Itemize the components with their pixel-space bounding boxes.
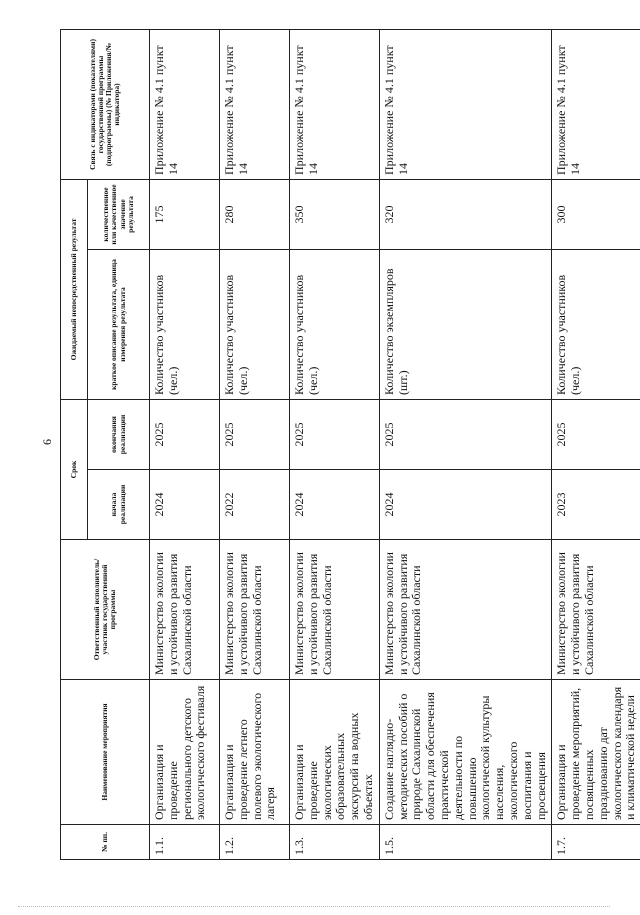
table-row	[220, 29, 290, 859]
table-row	[379, 29, 552, 859]
scan-edge-line	[18, 906, 610, 907]
header-num: № пп.	[61, 825, 150, 860]
cell-desc: Количество участников (чел.)	[220, 249, 290, 399]
cell-value: 280	[220, 179, 290, 249]
cell-link: Приложение № 4.1 пункт 14	[150, 29, 220, 179]
cell-executor: Министерство экологии и устойчивого развития Сахалинской области	[379, 540, 552, 680]
cell-num: 1.5.	[379, 825, 552, 860]
cell-name: Организация и проведение мероприятий, посвященных празднованию дат экологического календаря и климатической недели	[552, 680, 640, 825]
cell-executor: Министерство экологии и устойчивого развития Сахалинской области	[290, 540, 380, 680]
table-row	[150, 29, 220, 859]
cell-link: Приложение № 4.1 пункт 14	[552, 29, 640, 179]
cell-executor: Министерство экологии и устойчивого развития Сахалинской области	[150, 540, 220, 680]
cell-value: 300	[552, 179, 640, 249]
cell-start: 2024	[150, 470, 220, 540]
cell-end: 2025	[379, 399, 552, 469]
cell-end: 2025	[220, 399, 290, 469]
cell-value: 320	[379, 179, 552, 249]
cell-value: 175	[150, 179, 220, 249]
cell-desc: Количество участников (чел.)	[552, 249, 640, 399]
cell-end: 2025	[150, 399, 220, 469]
cell-desc: Количество экземпляров (шт.)	[379, 249, 552, 399]
header-term: Срок	[61, 399, 88, 539]
header-term-start: начала реализации	[88, 470, 150, 540]
cell-end: 2025	[552, 399, 640, 469]
cell-start: 2023	[552, 470, 640, 540]
header-link: Связь с индикаторами (показателями) государственной программы (подпрограммы) (№ Приложения/№ индикатора)	[61, 29, 150, 179]
cell-start: 2022	[220, 470, 290, 540]
page-number: 6	[40, 439, 54, 445]
cell-num: 1.3.	[290, 825, 380, 860]
table-row	[552, 29, 640, 859]
cell-name: Организация и проведение летнего полевого экологического лагеря	[220, 680, 290, 825]
table-row	[290, 29, 380, 859]
header-result-value: количественное или качественное значение результата	[88, 179, 150, 249]
header-result-desc: краткое описание результата, единица измерения результата	[88, 249, 150, 399]
cell-num: 1.7.	[552, 825, 640, 860]
cell-end: 2025	[290, 399, 380, 469]
cell-desc: Количество участников (чел.)	[150, 249, 220, 399]
cell-link: Приложение № 4.1 пункт 14	[290, 29, 380, 179]
cell-name: Создание наглядно-методических пособий о природе Сахалинской области для обеспечения практической деятельности по повышению экологической культуры населения, экологического воспитания и просвещения	[379, 680, 552, 825]
table-header-row	[61, 29, 88, 859]
cell-start: 2024	[379, 470, 552, 540]
activities-table-container	[60, 30, 638, 860]
cell-executor: Министерство экологии и устойчивого развития Сахалинской области	[552, 540, 640, 680]
header-name: Наименование мероприятия	[61, 680, 150, 825]
cell-name: Организация и проведение регионального детского экологического фестиваля	[150, 680, 220, 825]
cell-num: 1.1.	[150, 825, 220, 860]
activities-table	[60, 29, 640, 860]
cell-value: 350	[290, 179, 380, 249]
header-term-end: окончания реализации	[88, 399, 150, 469]
cell-link: Приложение № 4.1 пункт 14	[220, 29, 290, 179]
header-executor: Ответственный исполнитель/участник государственной программы	[61, 540, 150, 680]
cell-executor: Министерство экологии и устойчивого развития Сахалинской области	[220, 540, 290, 680]
cell-desc: Количество участников (чел.)	[290, 249, 380, 399]
cell-link: Приложение № 4.1 пункт 14	[379, 29, 552, 179]
cell-num: 1.2.	[220, 825, 290, 860]
header-result: Ожидаемый непосредственный результат	[61, 179, 88, 399]
cell-name: Организация и проведение экологических образовательных экскурсий на водных объектах	[290, 680, 380, 825]
cell-start: 2024	[290, 470, 380, 540]
